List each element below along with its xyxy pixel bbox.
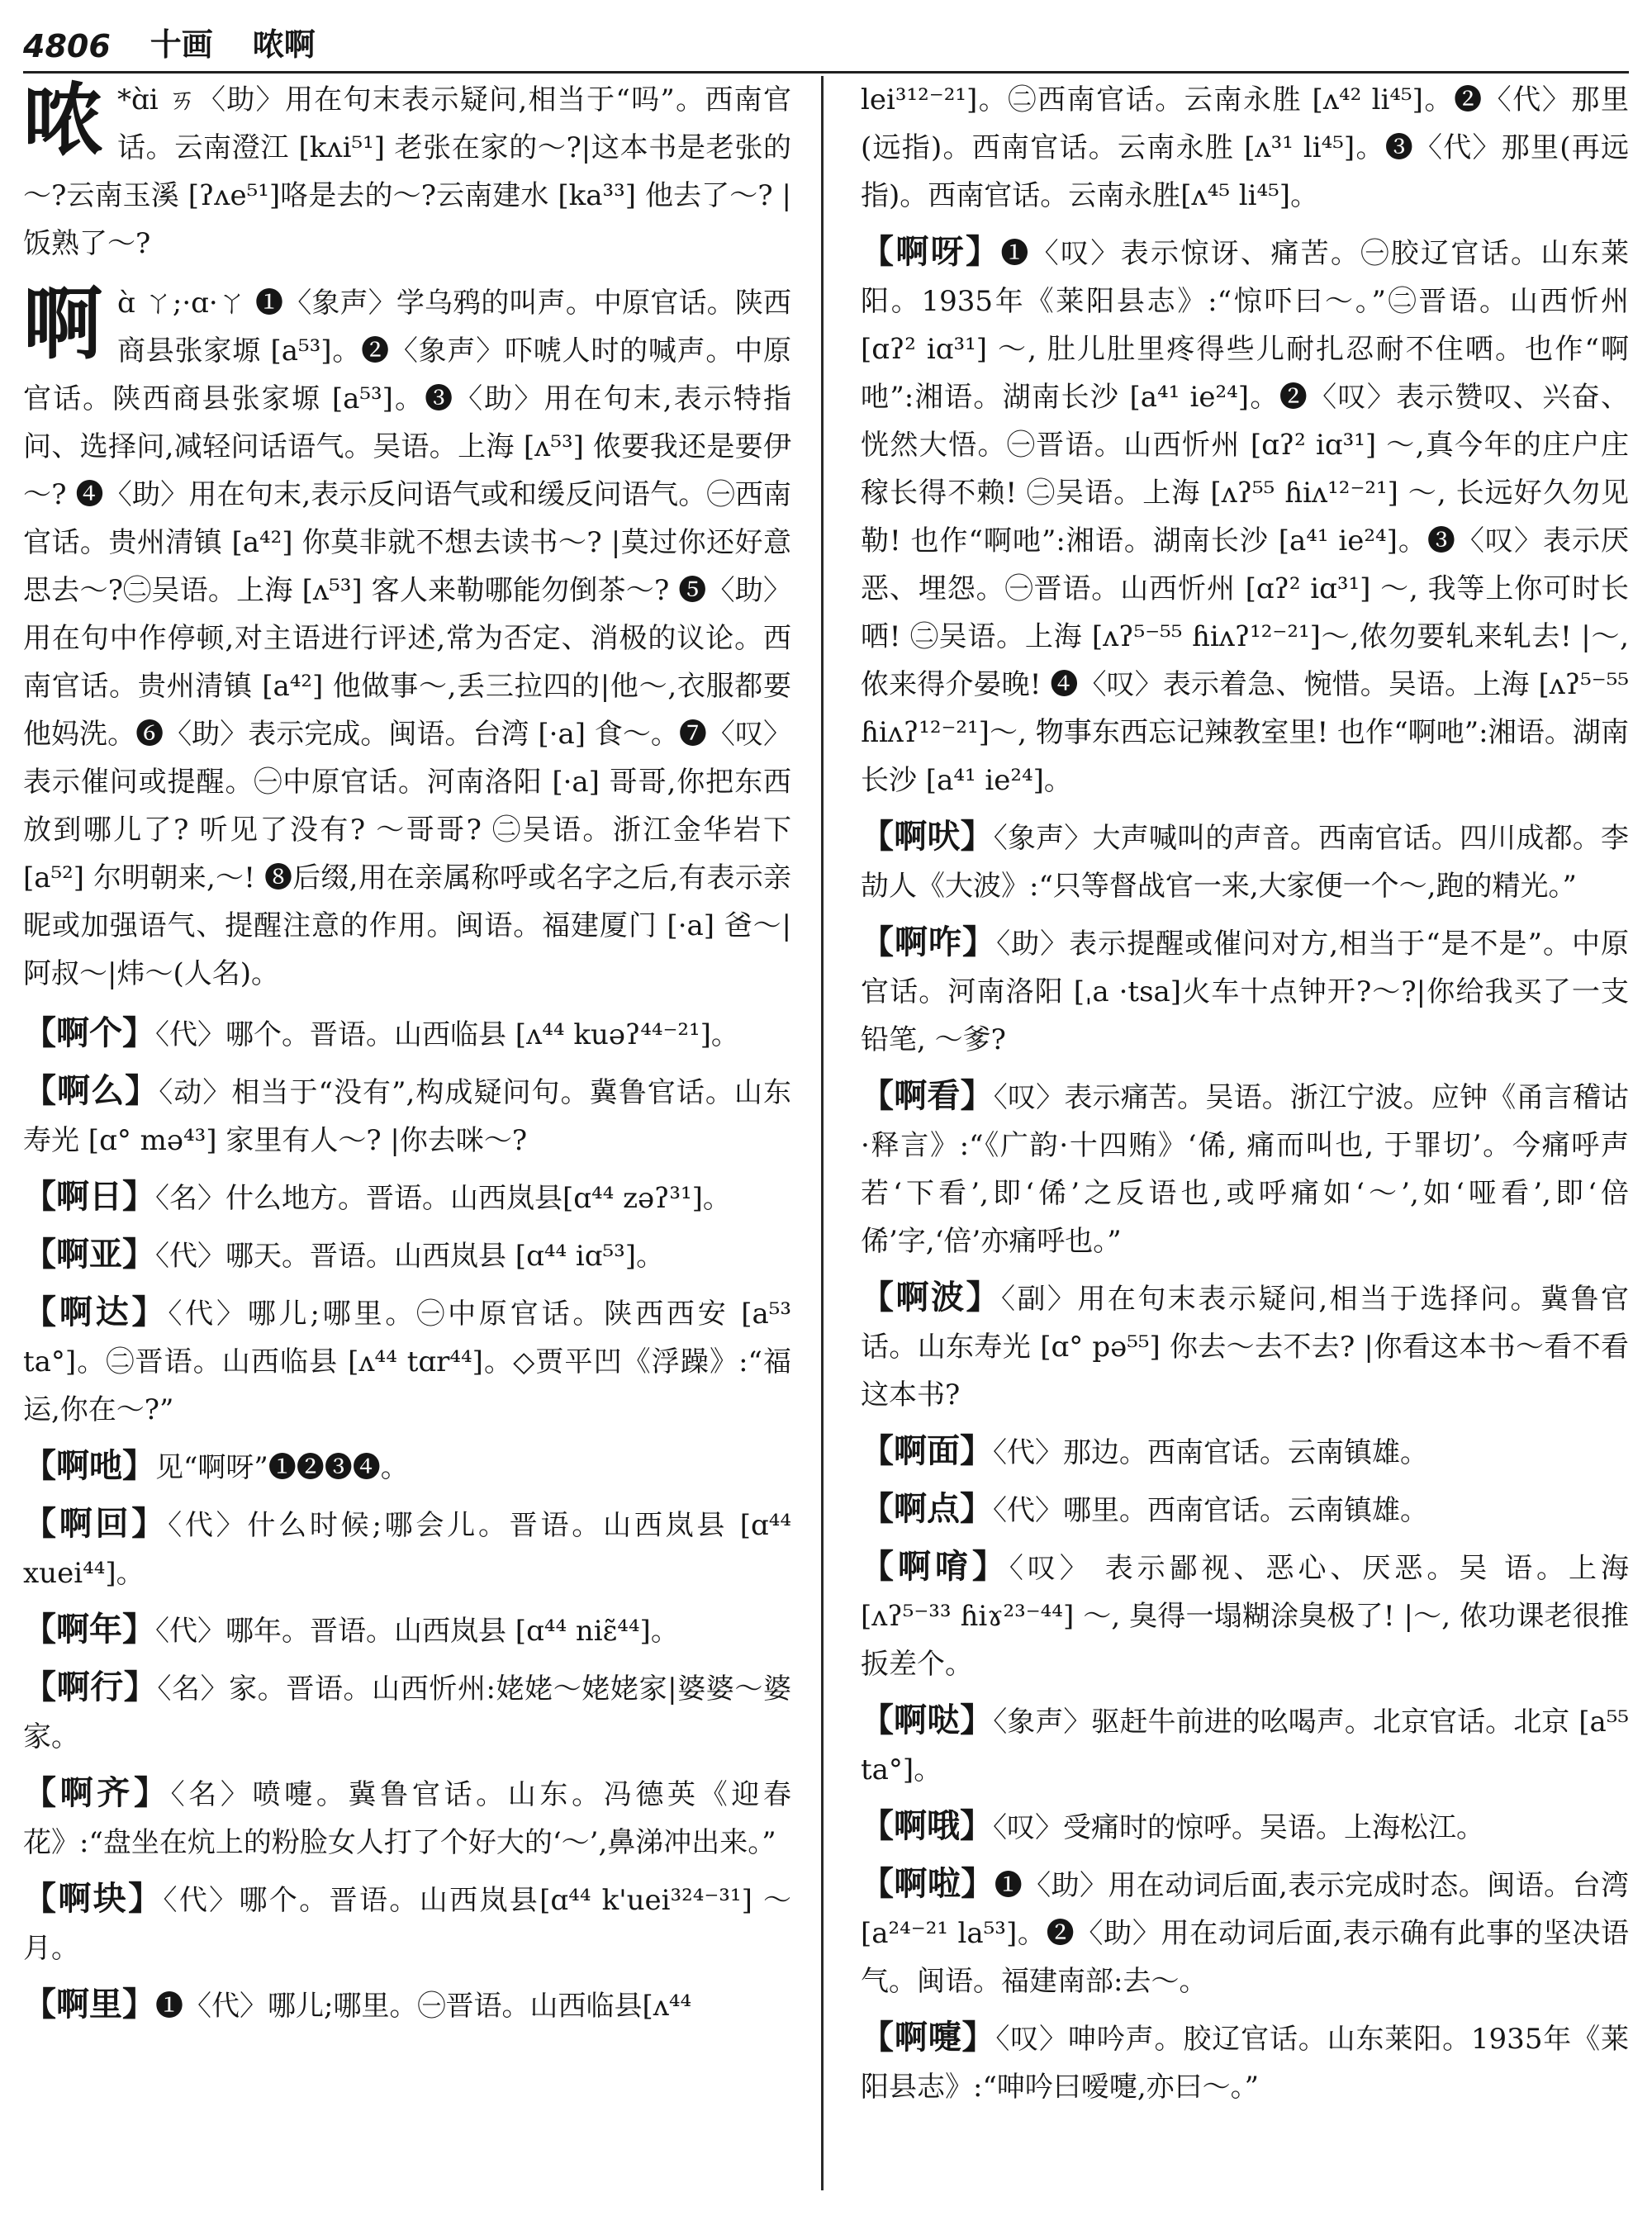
compound-headword: 【啊咋】 — [861, 923, 997, 961]
compound-headword: 【啊块】 — [23, 1879, 164, 1918]
compound-entry — [861, 1485, 1629, 1535]
entry-definition: 〈代〉哪年。晋语。山西岚县 [ɑ⁴⁴ niɛ̃⁴⁴]。 — [155, 1615, 679, 1648]
entry-definition: 〈代〉哪儿;哪里。㊀中原官话。陕西西安 [a⁵³ ta°]。㊁晋语。山西临县 [ʌ⁴⁴ tɑr⁴⁴]。◇贾平凹《浮躁》:“福运,你在～?” — [23, 1298, 791, 1426]
compound-headword: 【啊啦】 — [861, 1864, 995, 1903]
entry-definition: ❶〈叹〉表示惊讶、痛苦。㊀胶辽官话。山东莱阳。1935年《莱阳县志》:“惊吓曰～。”㊁晋语。山西忻州 [ɑʔ² iɑ³¹] ～, 肚儿肚里疼得些儿耐扎忍耐不住哂。也作“啊吔”:湘语。湖南长沙 [a⁴¹ ie²⁴]。❷〈叹〉表示赞叹、兴奋、恍然大悟。㊀晋语。山西忻州 [ɑʔ² iɑ³¹] ～,真今年的庄户庄稼长得不赖! ㊁吴语。上海 [ʌʔ⁵⁵ ɦiʌ¹²⁻²¹] ～, 长远好久勿见勒! 也作“啊吔”:湘语。湖南长沙 [a⁴¹ ie²⁴]。❸〈叹〉表示厌恶、埋怨。㊀晋语。山西忻州 [ɑʔ² iɑ³¹] ～, 我等上你可时长哂! ㊁吴语。上海 [ʌʔ⁵⁻⁵⁵ ɦiʌʔ¹²⁻²¹]～,侬勿要轧来轧去! |～,侬来得介晏晚! ❹〈叹〉表示着急、惋惜。吴语。上海 [ʌʔ⁵⁻⁵⁵ ɦiʌʔ¹²⁻²¹]～, 物事东西忘记辣教室里! 也作“啊吔”:湘语。湖南长沙 [a⁴¹ ie²⁴]。 — [861, 237, 1629, 797]
compound-headword: 【啊嚏】 — [861, 2018, 996, 2057]
compound-entry — [23, 1173, 791, 1222]
entry-definition: 〈代〉哪个。晋语。山西临县 [ʌ⁴⁴ kuəʔ⁴⁴⁻²¹]。 — [155, 1018, 739, 1051]
compound-entry — [861, 1072, 1629, 1265]
entry-definition: 〈名〉喷嚏。冀鲁官话。山东。冯德英《迎春花》:“盘坐在炕上的粉脸女人打了个好大的‘～’,鼻涕冲出来。” — [23, 1778, 791, 1859]
entry-definition: ❶〈代〉哪儿;哪里。㊀晋语。山西临县[ʌ⁴⁴ — [155, 1990, 692, 2023]
compound-entry — [861, 1543, 1629, 1688]
entry-definition: ❶〈助〉用在动词后面,表示完成时态。闽语。台湾 [a²⁴⁻²¹ la⁵³]。❷〈助〉用在动词后面,表示确有此事的坚决语气。闽语。福建南部:去～。 — [861, 1869, 1629, 1998]
column-divider — [821, 76, 824, 2190]
header-characters: 哝啊 — [252, 26, 316, 63]
entry-definition: 〈代〉什么时候;哪会儿。晋语。山西岚县 [ɑ⁴⁴ xuei⁴⁴]。 — [23, 1509, 791, 1590]
headword-character: 啊 — [23, 277, 102, 370]
compound-entry — [23, 1606, 791, 1655]
entry-definition: ɑ̀ ㄚ;·ɑ·ㄚ ❶〈象声〉学乌鸦的叫声。中原官话。陕西商县张家塬 [a⁵³]。❷〈象声〉吓唬人时的喊声。中原官话。陕西商县张家塬 [a⁵³]。❸〈助〉用在句末,表示特指问、选择问,减轻问话语气。吴语。上海 [ʌ⁵³] 侬要我还是要伊～? ❹〈助〉用在句末,表示反问语气或和缓反问语气。㊀西南官话。贵州清镇 [a⁴²] 你莫非就不想去读书～? |莫过你还好意思去～?㊁吴语。上海 [ʌ⁵³] 客人来勒哪能勿倒茶～? ❺〈助〉用在句中作停顿,对主语进行评述,常为否定、消极的议论。西南官话。贵州清镇 [a⁴²] 他做事～,丢三拉四的|他～,衣服都要他妈洗。❻〈助〉表示完成。闽语。台湾 [·a] 食～。❼〈叹〉表示催问或提醒。㊀中原官话。河南洛阳 [·a] 哥哥,你把东西放到哪儿了? 听见了没有? ～哥哥? ㊁吴语。浙江金华岩下 [a⁵²] 尔明朝来,～! ❽后缀,用在亲属称呼或名字之后,有表示亲昵或加强语气、提醒注意的作用。闽语。福建厦门 [·a] 爸～|阿叔～|炜～(人名)。 — [23, 287, 791, 990]
compound-entry — [23, 1769, 791, 1867]
entry-definition: 〈叹〉 表示鄙视、恶心、厌恶。吴 语。上海 [ʌʔ⁵⁻³³ ɦiɤ²³⁻⁴⁴] ～, 臭得一塌糊涂臭极了! |～, 侬功课老很推扳差个。 — [861, 1552, 1629, 1681]
compound-entry — [23, 1875, 791, 1972]
compound-entry — [23, 1231, 791, 1280]
compound-entry — [861, 2014, 1629, 2111]
compound-headword: 【啊点】 — [861, 1489, 993, 1528]
compound-headword: 【啊里】 — [23, 1985, 155, 2024]
compound-entry — [861, 1696, 1629, 1794]
compound-headword: 【啊亚】 — [23, 1235, 155, 1274]
compound-headword: 【啊回】 — [23, 1504, 169, 1543]
entry-definition: 〈叹〉呻吟声。胶辽官话。山东莱阳。1935年《莱阳县志》:“呻吟曰嗳嚏,亦曰～。” — [861, 2023, 1629, 2104]
left-column — [23, 76, 791, 2215]
compound-entry — [23, 1067, 791, 1165]
entry-definition: 〈象声〉大声喊叫的声音。西南官话。四川成都。李劼人《大波》:“只等督战官一来,大家便一个～,跑的精光。” — [861, 822, 1629, 903]
compound-headword: 【啊么】 — [23, 1071, 159, 1110]
compound-headword: 【啊个】 — [23, 1013, 155, 1052]
headword-entry — [23, 76, 791, 268]
compound-entry — [861, 1860, 1629, 2005]
compound-entry — [23, 1981, 791, 2030]
compound-headword: 【啊年】 — [23, 1610, 155, 1649]
compound-entry — [861, 1274, 1629, 1419]
compound-headword: 【啊面】 — [861, 1431, 993, 1470]
compound-headword: 【啊行】 — [23, 1668, 158, 1706]
section-label: 十画 — [150, 26, 213, 63]
compound-headword: 【啊日】 — [23, 1177, 155, 1216]
entry-definition: 〈叹〉表示痛苦。吴语。浙江宁波。应钟《甬言稽诂·释言》:“《广韵·十四贿》‘俙, 痛而叫也, 于罪切’。今痛呼声若‘下看’,即‘俙’之反语也,或呼痛如‘～’,如‘哑看’,即‘倍俙’字,‘倍’亦痛呼也。” — [861, 1081, 1629, 1258]
headword-entry — [23, 279, 791, 998]
entry-definition: 〈副〉用在句末表示疑问,相当于选择问。冀鲁官话。山东寿光 [ɑ° pə⁵⁵] 你去～去不去? |你看这本书～看不看这本书? — [861, 1283, 1629, 1412]
compound-entry — [23, 1663, 791, 1761]
compound-headword: 【啊达】 — [23, 1293, 169, 1331]
compound-entry — [23, 1288, 791, 1434]
right-column — [861, 76, 1629, 2215]
entry-definition: 〈叹〉受痛时的惊呼。吴语。上海松江。 — [993, 1811, 1484, 1844]
compound-entry — [861, 813, 1629, 910]
compound-headword: 【啊看】 — [861, 1076, 994, 1115]
entry-definition: 〈名〉家。晋语。山西忻州:姥姥～姥姥家|婆婆～婆家。 — [23, 1672, 791, 1753]
compound-headword: 【啊呀】 — [861, 232, 1001, 271]
entry-definition: 〈代〉那边。西南官话。云南镇雄。 — [993, 1436, 1428, 1469]
compound-entry — [861, 1427, 1629, 1477]
entry-definition: 〈代〉哪天。晋语。山西岚县 [ɑ⁴⁴ iɑ⁵³]。 — [155, 1240, 665, 1273]
compound-entry — [861, 1802, 1629, 1852]
compound-headword: 【啊哦】 — [861, 1806, 993, 1845]
compound-headword: 【啊齐】 — [23, 1773, 171, 1812]
entry-definition: 〈代〉哪个。晋语。山西岚县[ɑ⁴⁴ k'uei³²⁴⁻³¹] ～月。 — [23, 1884, 791, 1965]
compound-headword: 【啊唷】 — [861, 1547, 1009, 1586]
compound-headword: 【啊哒】 — [861, 1701, 994, 1739]
compound-entry — [23, 1009, 791, 1059]
page-header — [23, 17, 1629, 74]
compound-entry — [23, 1442, 791, 1492]
compound-headword: 【啊波】 — [861, 1278, 1001, 1317]
compound-headword: 【啊吠】 — [861, 817, 994, 856]
entry-definition: 见“啊呀”❶❷❸❹。 — [155, 1451, 409, 1484]
page-number: 4806 — [23, 28, 111, 64]
headword-character: 哝 — [23, 76, 102, 167]
two-column-body — [23, 76, 1629, 2215]
entry-definition: 〈助〉表示提醒或催问对方,相当于“是不是”。中原官话。河南洛阳 [ˌa ·tsa]火车十点钟开?～?|你给我买了一支铅笔, ～爹? — [861, 928, 1629, 1056]
continued-entry — [861, 76, 1629, 220]
compound-entry — [861, 228, 1629, 804]
compound-entry — [23, 1500, 791, 1597]
entry-definition: 〈动〉相当于“没有”,构成疑问句。冀鲁官话。山东寿光 [ɑ° mə⁴³] 家里有人～? |你去咪～? — [23, 1076, 791, 1157]
entry-definition: *ɑ̀i ㄞ〈助〉用在句末表示疑问,相当于“吗”。西南官话。云南澄江 [kʌi⁵¹] 老张在家的～?|这本书是老张的～?云南玉溪 [ʔʌe⁵¹]咯是去的～?云南建水 [ka³³] 他去了～? |饭熟了～? — [23, 83, 791, 260]
entry-definition: lei³¹²⁻²¹]。㊁西南官话。云南永胜 [ʌ⁴² li⁴⁵]。❷〈代〉那里(远指)。西南官话。云南永胜 [ʌ³¹ li⁴⁵]。❸〈代〉那里(再远指)。西南官话。云南永胜[ʌ⁴⁵ li⁴⁵]。 — [861, 83, 1629, 212]
entry-definition: 〈名〉什么地方。晋语。山西岚县[ɑ⁴⁴ zəʔ³¹]。 — [155, 1182, 731, 1215]
compound-entry — [861, 918, 1629, 1064]
compound-headword: 【啊吔】 — [23, 1446, 155, 1485]
entry-definition: 〈代〉哪里。西南官话。云南镇雄。 — [993, 1494, 1428, 1527]
entry-definition: 〈象声〉驱赶牛前进的吆喝声。北京官话。北京 [a⁵⁵ ta°]。 — [861, 1706, 1629, 1786]
